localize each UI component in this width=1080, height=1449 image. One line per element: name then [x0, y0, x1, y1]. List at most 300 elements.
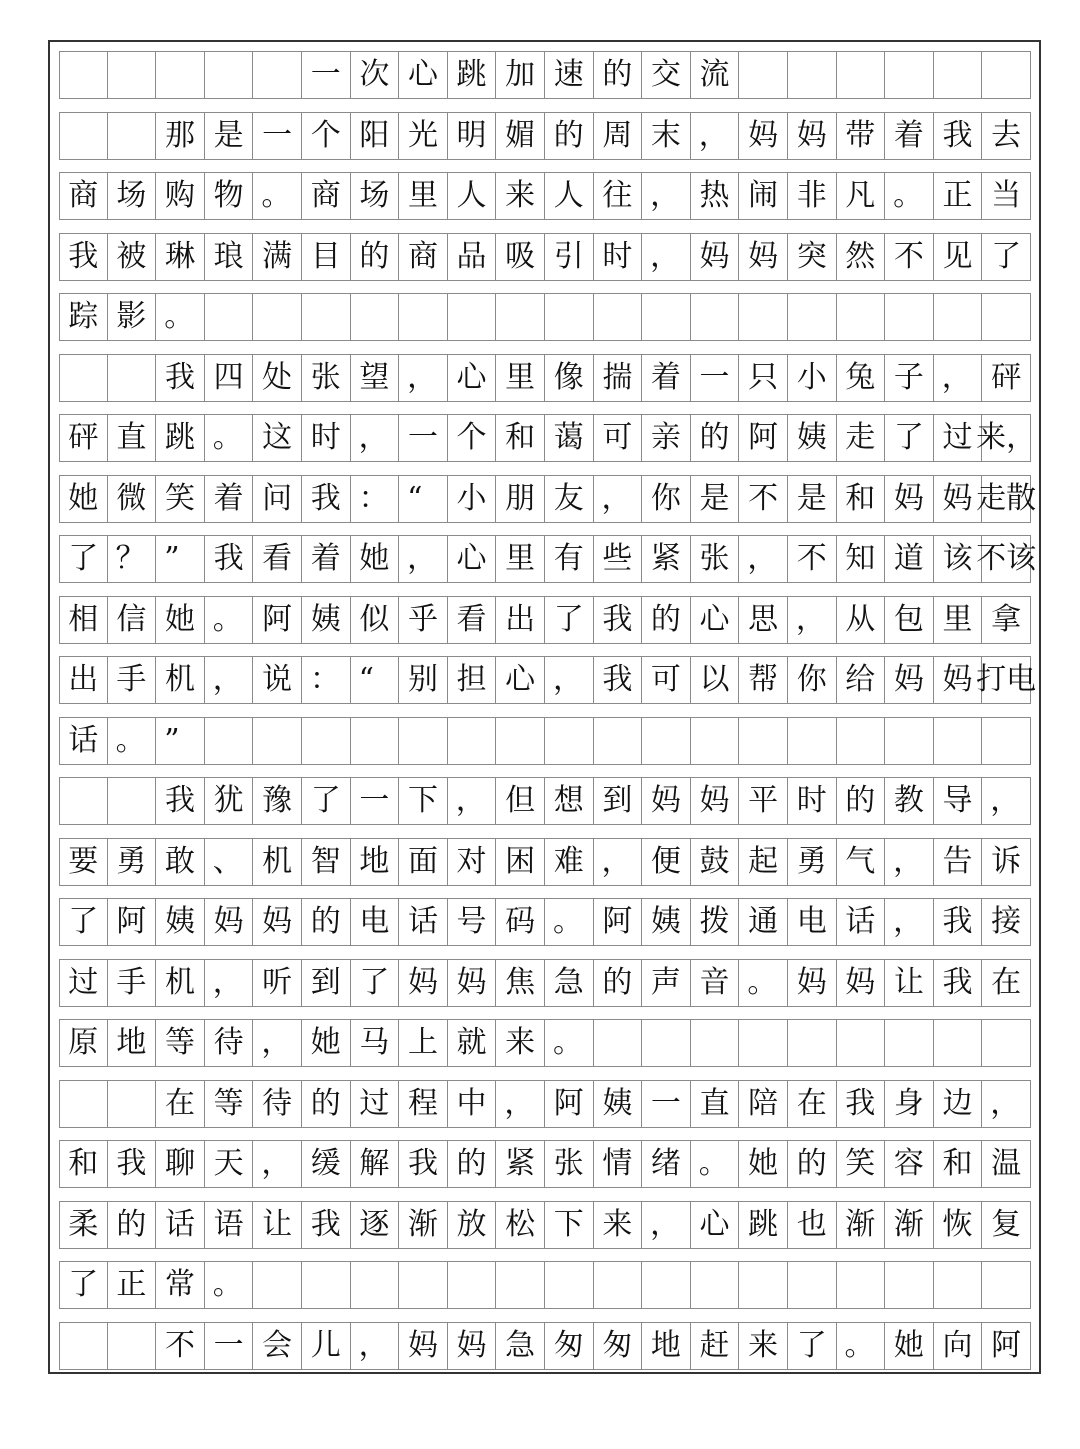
- grid-cell: [837, 293, 886, 341]
- grid-cell: 姨: [642, 898, 691, 946]
- grid-cell: 在: [788, 1080, 837, 1128]
- grid-cell: 过: [934, 414, 983, 462]
- grid-cell: 话: [399, 898, 448, 946]
- grid-cell: 敢: [156, 838, 205, 886]
- grid-cell: 我: [156, 777, 205, 825]
- grid-cell: 处: [253, 354, 302, 402]
- grid-cell: 这: [253, 414, 302, 462]
- grid-cell: 妈: [885, 656, 934, 704]
- grid-cell: 困: [496, 838, 545, 886]
- grid-cell: 。: [837, 1322, 886, 1370]
- grid-cell: [108, 1322, 157, 1370]
- grid-cell: 人: [448, 172, 497, 220]
- grid-cell: 气: [837, 838, 886, 886]
- grid-cell: 妈: [788, 959, 837, 1007]
- grid-cell: 乎: [399, 596, 448, 644]
- grid-cell: 不: [156, 1322, 205, 1370]
- grid-row: [59, 898, 1031, 946]
- grid-cell: 恢: [934, 1201, 983, 1249]
- grid-cell: 松: [496, 1201, 545, 1249]
- grid-cell: 机: [156, 959, 205, 1007]
- grid-cell: [302, 293, 351, 341]
- grid-cell: 的: [545, 112, 594, 160]
- grid-cell: 只: [739, 354, 788, 402]
- grid-cell: [302, 717, 351, 765]
- grid-cell: 智: [302, 838, 351, 886]
- grid-cell: 往: [594, 172, 643, 220]
- grid-cell: [788, 293, 837, 341]
- grid-cell: [885, 1019, 934, 1067]
- grid-cell: 妈: [934, 656, 983, 704]
- grid-cell: 情: [594, 1140, 643, 1188]
- grid-row: [59, 777, 1031, 825]
- grid-cell: 了: [59, 898, 108, 946]
- grid-cell: 。: [205, 1261, 254, 1309]
- grid-cell: 地: [642, 1322, 691, 1370]
- grid-cell: 帮: [739, 656, 788, 704]
- grid-cell: [691, 1019, 740, 1067]
- grid-cell: 天: [205, 1140, 254, 1188]
- grid-cell: [351, 1261, 400, 1309]
- grid-cell: [837, 717, 886, 765]
- grid-cell: 到: [594, 777, 643, 825]
- grid-cell: 正: [934, 172, 983, 220]
- grid-cell: 话: [837, 898, 886, 946]
- grid-cell: 妈: [399, 959, 448, 1007]
- grid-cell: 直: [108, 414, 157, 462]
- grid-cell: [545, 293, 594, 341]
- grid-cell: 勇: [108, 838, 157, 886]
- grid-cell: 正: [108, 1261, 157, 1309]
- grid-row: [59, 112, 1031, 160]
- grid-cell: [885, 51, 934, 99]
- grid-cell: 。: [691, 1140, 740, 1188]
- grid-cell: 。: [545, 1019, 594, 1067]
- grid-cell: [594, 1261, 643, 1309]
- grid-cell: 品: [448, 233, 497, 281]
- grid-cell: ”: [156, 717, 205, 765]
- grid-cell: 不该: [982, 535, 1031, 583]
- grid-cell: 了: [302, 777, 351, 825]
- grid-cell: 待: [253, 1080, 302, 1128]
- grid-cell: 听: [253, 959, 302, 1007]
- grid-cell: [739, 1261, 788, 1309]
- grid-cell: [108, 112, 157, 160]
- grid-cell: 起: [739, 838, 788, 886]
- grid-row: [59, 535, 1037, 583]
- grid-cell: [496, 1261, 545, 1309]
- grid-cell: [594, 293, 643, 341]
- grid-cell: 到: [302, 959, 351, 1007]
- grid-cell: 是: [788, 475, 837, 523]
- grid-cell: 诉: [982, 838, 1031, 886]
- grid-cell: [934, 1261, 983, 1309]
- grid-cell: 阿: [253, 596, 302, 644]
- grid-cell: 复: [982, 1201, 1031, 1249]
- grid-row: [59, 475, 1037, 523]
- grid-cell: 不: [739, 475, 788, 523]
- grid-cell: 常: [156, 1261, 205, 1309]
- grid-cell: 阿: [982, 1322, 1031, 1370]
- grid-cell: 拿: [982, 596, 1031, 644]
- grid-cell: ：: [302, 656, 351, 704]
- grid-cell: [59, 112, 108, 160]
- grid-cell: 教: [885, 777, 934, 825]
- grid-cell: 我: [108, 1140, 157, 1188]
- grid-cell: ”: [156, 535, 205, 583]
- grid-cell: 。: [205, 414, 254, 462]
- grid-cell: 相: [59, 596, 108, 644]
- grid-cell: 子: [885, 354, 934, 402]
- grid-cell: 笑: [837, 1140, 886, 1188]
- grid-cell: 电: [788, 898, 837, 946]
- grid-cell: 突: [788, 233, 837, 281]
- grid-cell: [934, 1019, 983, 1067]
- grid-cell: 思: [739, 596, 788, 644]
- grid-cell: 光: [399, 112, 448, 160]
- grid-cell: 来: [594, 1201, 643, 1249]
- grid-cell: 吸: [496, 233, 545, 281]
- grid-cell: 一: [691, 354, 740, 402]
- grid-cell: 她: [351, 535, 400, 583]
- grid-cell: 下: [545, 1201, 594, 1249]
- grid-cell: [982, 1261, 1031, 1309]
- grid-cell: 妈: [399, 1322, 448, 1370]
- grid-cell: 解: [351, 1140, 400, 1188]
- grid-cell: 我: [59, 233, 108, 281]
- grid-cell: 她: [156, 596, 205, 644]
- grid-cell: 电: [351, 898, 400, 946]
- grid-cell: 的: [691, 414, 740, 462]
- grid-cell: 看: [448, 596, 497, 644]
- grid-cell: 跳: [156, 414, 205, 462]
- grid-cell: 通: [739, 898, 788, 946]
- grid-cell: [691, 293, 740, 341]
- grid-cell: 凡: [837, 172, 886, 220]
- grid-cell: 了: [59, 535, 108, 583]
- grid-cell: 阳: [351, 112, 400, 160]
- grid-cell: [885, 717, 934, 765]
- grid-cell: [837, 1261, 886, 1309]
- grid-cell: 场: [351, 172, 400, 220]
- grid-cell: 。: [253, 172, 302, 220]
- grid-cell: 阿: [594, 898, 643, 946]
- grid-cell: [788, 1261, 837, 1309]
- grid-cell: 一: [205, 1322, 254, 1370]
- grid-cell: 人: [545, 172, 594, 220]
- grid-cell: 不: [788, 535, 837, 583]
- grid-cell: 对: [448, 838, 497, 886]
- grid-cell: ，: [496, 1080, 545, 1128]
- grid-cell: 在: [982, 959, 1031, 1007]
- grid-cell: [59, 354, 108, 402]
- grid-cell: 时: [594, 233, 643, 281]
- grid-cell: ，: [739, 535, 788, 583]
- grid-cell: 妈: [253, 898, 302, 946]
- grid-cell: [59, 777, 108, 825]
- grid-cell: ，: [885, 898, 934, 946]
- grid-cell: 让: [253, 1201, 302, 1249]
- grid-cell: [642, 1261, 691, 1309]
- composition-paper: [48, 40, 1041, 1374]
- grid-cell: 可: [642, 656, 691, 704]
- grid-cell: 向: [934, 1322, 983, 1370]
- grid-cell: 心: [496, 656, 545, 704]
- grid-cell: 话: [156, 1201, 205, 1249]
- grid-cell: 笑: [156, 475, 205, 523]
- grid-cell: 的: [448, 1140, 497, 1188]
- grid-cell: 平: [739, 777, 788, 825]
- grid-cell: 我: [934, 112, 983, 160]
- grid-cell: 缓: [302, 1140, 351, 1188]
- grid-cell: 和: [496, 414, 545, 462]
- grid-cell: 犹: [205, 777, 254, 825]
- grid-cell: 让: [885, 959, 934, 1007]
- grid-cell: [108, 354, 157, 402]
- grid-cell: 被: [108, 233, 157, 281]
- grid-cell: ，: [642, 233, 691, 281]
- grid-cell: [59, 1322, 108, 1370]
- grid-row: [59, 838, 1031, 886]
- grid-cell: 程: [399, 1080, 448, 1128]
- grid-cell: 码: [496, 898, 545, 946]
- grid-cell: [399, 1261, 448, 1309]
- grid-cell: 一: [302, 51, 351, 99]
- grid-cell: 来，: [982, 414, 1031, 462]
- grid-cell: 望: [351, 354, 400, 402]
- grid-cell: 里: [496, 535, 545, 583]
- grid-cell: 妈: [691, 233, 740, 281]
- grid-cell: 来: [739, 1322, 788, 1370]
- grid-cell: 包: [885, 596, 934, 644]
- grid-cell: 一: [399, 414, 448, 462]
- grid-cell: 妈: [934, 475, 983, 523]
- grid-cell: 出: [59, 656, 108, 704]
- grid-cell: 姨: [302, 596, 351, 644]
- grid-cell: 渐: [885, 1201, 934, 1249]
- grid-cell: 妈: [448, 959, 497, 1007]
- grid-cell: 加: [496, 51, 545, 99]
- grid-cell: 着: [885, 112, 934, 160]
- grid-cell: 面: [399, 838, 448, 886]
- grid-cell: 末: [642, 112, 691, 160]
- grid-cell: [448, 1261, 497, 1309]
- grid-cell: [351, 293, 400, 341]
- grid-cell: 温: [982, 1140, 1031, 1188]
- grid-cell: 着: [302, 535, 351, 583]
- grid-cell: 担: [448, 656, 497, 704]
- grid-cell: 出: [496, 596, 545, 644]
- grid-cell: 了: [59, 1261, 108, 1309]
- grid-cell: 走: [837, 414, 886, 462]
- grid-cell: 张: [545, 1140, 594, 1188]
- grid-cell: 里: [496, 354, 545, 402]
- grid-cell: 些: [594, 535, 643, 583]
- grid-row: [59, 656, 1037, 704]
- grid-cell: 给: [837, 656, 886, 704]
- grid-cell: 绪: [642, 1140, 691, 1188]
- grid-cell: 闹: [739, 172, 788, 220]
- grid-cell: 阿: [545, 1080, 594, 1128]
- grid-cell: 的: [594, 51, 643, 99]
- grid-cell: 亲: [642, 414, 691, 462]
- grid-cell: 我: [837, 1080, 886, 1128]
- grid-cell: 是: [691, 475, 740, 523]
- grid-cell: [253, 51, 302, 99]
- grid-row: [59, 414, 1037, 462]
- grid-cell: 拨: [691, 898, 740, 946]
- grid-cell: 音: [691, 959, 740, 1007]
- grid-cell: 急: [545, 959, 594, 1007]
- grid-cell: 便: [642, 838, 691, 886]
- grid-cell: 朋: [496, 475, 545, 523]
- grid-cell: 时: [788, 777, 837, 825]
- grid-cell: 是: [205, 112, 254, 160]
- grid-cell: ，: [885, 838, 934, 886]
- grid-cell: 我: [594, 596, 643, 644]
- grid-cell: 似: [351, 596, 400, 644]
- grid-cell: 容: [885, 1140, 934, 1188]
- grid-cell: 妈: [739, 112, 788, 160]
- grid-cell: 商: [302, 172, 351, 220]
- grid-cell: 心: [448, 354, 497, 402]
- grid-cell: [156, 51, 205, 99]
- grid-row: [59, 172, 1031, 220]
- grid-cell: ，: [205, 656, 254, 704]
- grid-cell: 边: [934, 1080, 983, 1128]
- grid-cell: 阿: [739, 414, 788, 462]
- grid-cell: ？: [108, 535, 157, 583]
- grid-cell: 心: [691, 596, 740, 644]
- grid-cell: 友: [545, 475, 594, 523]
- grid-cell: ，: [351, 1322, 400, 1370]
- grid-cell: [982, 51, 1031, 99]
- grid-cell: 的: [302, 898, 351, 946]
- grid-cell: [108, 51, 157, 99]
- grid-cell: 过: [351, 1080, 400, 1128]
- grid-cell: ，: [545, 656, 594, 704]
- grid-cell: [302, 1261, 351, 1309]
- grid-cell: 兔: [837, 354, 886, 402]
- grid-cell: 的: [642, 596, 691, 644]
- grid-cell: [496, 717, 545, 765]
- grid-cell: [739, 293, 788, 341]
- grid-cell: 妈: [739, 233, 788, 281]
- grid-cell: 了: [788, 1322, 837, 1370]
- grid-cell: [934, 293, 983, 341]
- grid-cell: 要: [59, 838, 108, 886]
- grid-row: [59, 1322, 1031, 1370]
- grid-row: [59, 233, 1031, 281]
- grid-cell: 着: [205, 475, 254, 523]
- grid-row: [59, 959, 1031, 1007]
- grid-cell: 语: [205, 1201, 254, 1249]
- grid-cell: 来: [496, 172, 545, 220]
- grid-cell: 导: [934, 777, 983, 825]
- grid-cell: 鼓: [691, 838, 740, 886]
- grid-cell: [108, 1080, 157, 1128]
- grid-cell: 身: [885, 1080, 934, 1128]
- grid-cell: 小: [448, 475, 497, 523]
- grid-cell: [448, 293, 497, 341]
- grid-cell: 妈: [837, 959, 886, 1007]
- grid-cell: 去: [982, 112, 1031, 160]
- grid-cell: 难: [545, 838, 594, 886]
- grid-cell: 个: [302, 112, 351, 160]
- grid-cell: 的: [788, 1140, 837, 1188]
- grid-cell: “: [351, 656, 400, 704]
- grid-cell: [885, 293, 934, 341]
- grid-cell: [691, 717, 740, 765]
- grid-cell: 你: [788, 656, 837, 704]
- grid-cell: 时: [302, 414, 351, 462]
- grid-row: [59, 717, 1031, 765]
- grid-cell: 话: [59, 717, 108, 765]
- grid-cell: [642, 1019, 691, 1067]
- grid-cell: 但: [496, 777, 545, 825]
- grid-cell: 一: [351, 777, 400, 825]
- grid-cell: [739, 51, 788, 99]
- grid-cell: 张: [691, 535, 740, 583]
- grid-cell: ，: [642, 172, 691, 220]
- grid-cell: 和: [837, 475, 886, 523]
- grid-cell: [351, 717, 400, 765]
- grid-cell: [642, 293, 691, 341]
- grid-cell: 姨: [594, 1080, 643, 1128]
- grid-cell: 机: [253, 838, 302, 886]
- grid-cell: 。: [156, 293, 205, 341]
- grid-cell: 那: [156, 112, 205, 160]
- grid-cell: 不: [885, 233, 934, 281]
- grid-cell: [253, 1261, 302, 1309]
- grid-cell: 里: [399, 172, 448, 220]
- grid-cell: 带: [837, 112, 886, 160]
- grid-cell: 商: [399, 233, 448, 281]
- grid-cell: 和: [59, 1140, 108, 1188]
- grid-cell: 我: [934, 959, 983, 1007]
- grid-cell: 也: [788, 1201, 837, 1249]
- grid-cell: 机: [156, 656, 205, 704]
- grid-cell: 道: [885, 535, 934, 583]
- grid-cell: 心: [691, 1201, 740, 1249]
- grid-cell: 聊: [156, 1140, 205, 1188]
- grid-cell: 就: [448, 1019, 497, 1067]
- grid-cell: 一: [642, 1080, 691, 1128]
- grid-cell: ，: [205, 959, 254, 1007]
- grid-cell: 柔: [59, 1201, 108, 1249]
- grid-cell: 的: [302, 1080, 351, 1128]
- grid-cell: ，: [448, 777, 497, 825]
- grid-cell: 砰: [59, 414, 108, 462]
- grid-cell: [934, 717, 983, 765]
- grid-cell: 姨: [788, 414, 837, 462]
- grid-cell: [205, 293, 254, 341]
- grid-cell: 原: [59, 1019, 108, 1067]
- grid-cell: 她: [59, 475, 108, 523]
- grid-cell: 影: [108, 293, 157, 341]
- grid-cell: 热: [691, 172, 740, 220]
- grid-cell: 匆: [594, 1322, 643, 1370]
- grid-cell: 心: [399, 51, 448, 99]
- grid-cell: 儿: [302, 1322, 351, 1370]
- grid-cell: 她: [302, 1019, 351, 1067]
- grid-cell: 勇: [788, 838, 837, 886]
- grid-cell: 琅: [205, 233, 254, 281]
- grid-cell: 然: [837, 233, 886, 281]
- grid-cell: 中: [448, 1080, 497, 1128]
- grid-cell: 跳: [739, 1201, 788, 1249]
- grid-cell: 陪: [739, 1080, 788, 1128]
